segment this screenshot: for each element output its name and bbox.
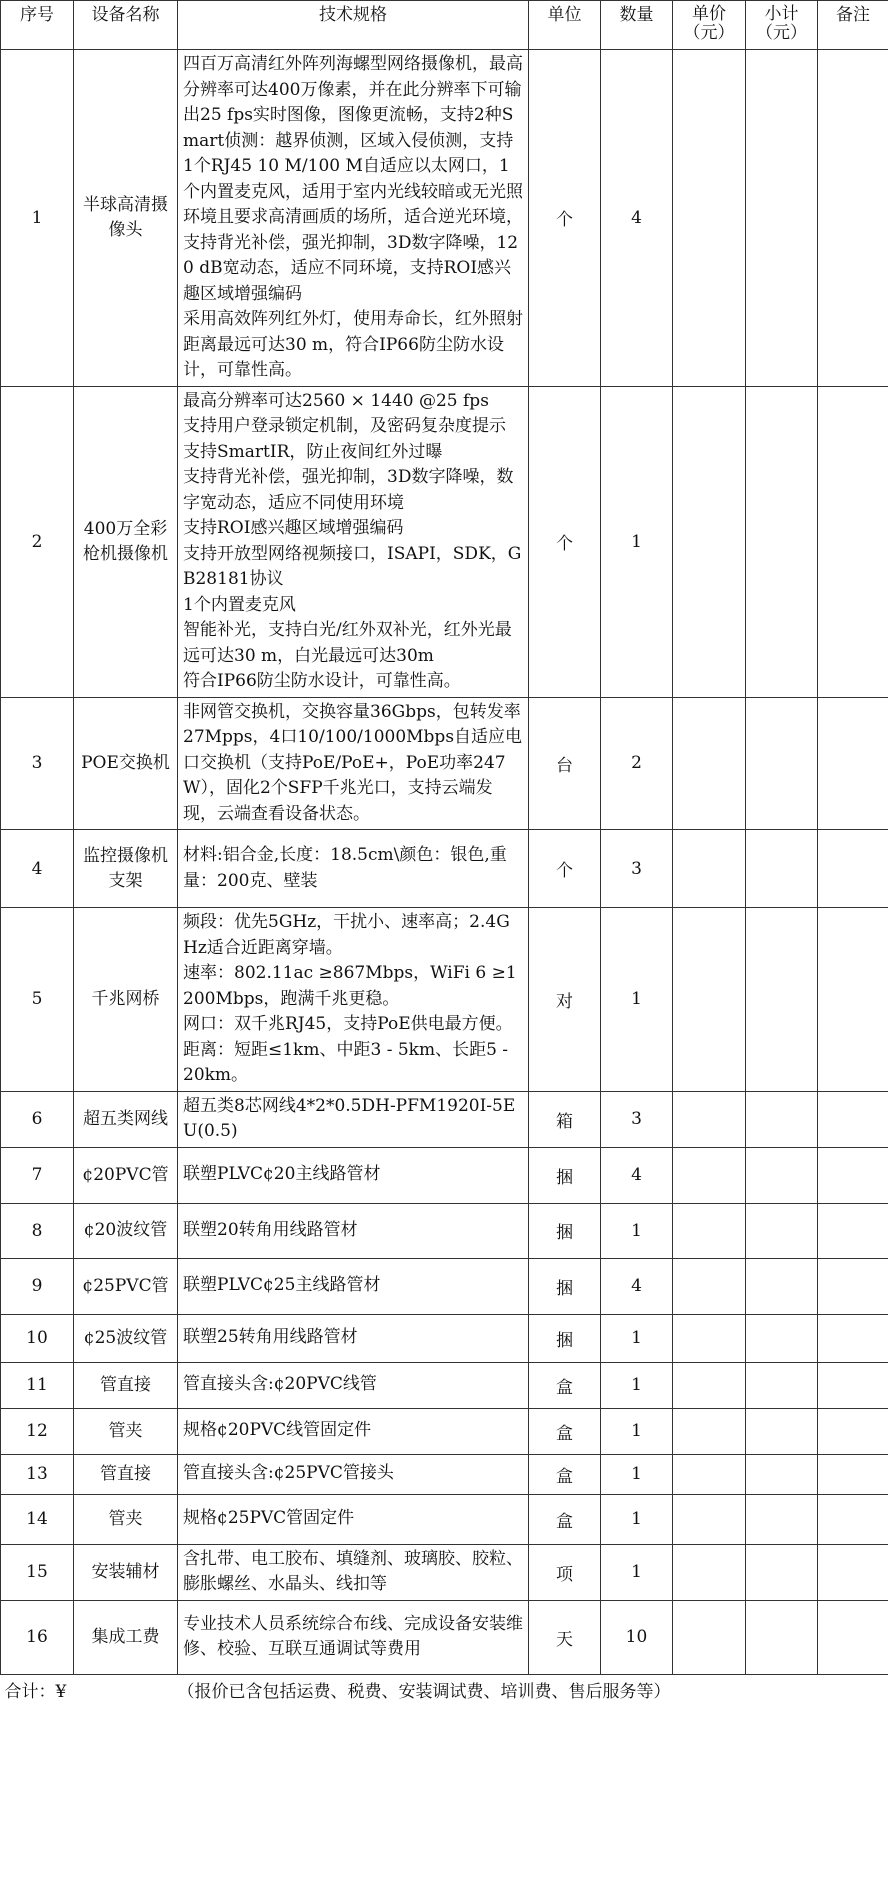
row-remark (818, 1600, 888, 1674)
row-subtotal (746, 1147, 818, 1203)
row-no: 7 (1, 1147, 74, 1203)
row-remark (818, 1314, 888, 1362)
row-name: POE交换机 (74, 697, 178, 830)
row-remark (818, 697, 888, 830)
header-spec: 技术规格 (178, 1, 529, 50)
row-name: ¢20波纹管 (74, 1203, 178, 1258)
row-no: 12 (1, 1408, 74, 1454)
table-row (1, 1454, 888, 1494)
row-qty: 4 (601, 1258, 673, 1314)
table-row (1, 386, 888, 697)
header-remark: 备注 (818, 1, 888, 50)
row-qty: 4 (601, 1147, 673, 1203)
row-qty: 3 (601, 830, 673, 908)
row-name: 千兆网桥 (74, 908, 178, 1092)
row-unit: 台 (529, 697, 601, 830)
row-price (673, 50, 746, 387)
row-remark (818, 1362, 888, 1408)
header-subtotal: 小计 （元） (746, 1, 818, 50)
row-qty: 2 (601, 697, 673, 830)
row-unit: 盒 (529, 1454, 601, 1494)
row-price (673, 1600, 746, 1674)
row-spec: 非网管交换机，交换容量36Gbps，包转发率27Mpps，4口10/100/1000Mbps自适应电口交换机（支持PoE/PoE+，PoE功率247W），固化2个SFP千兆光口，支持云端发现，云端查看设备状态。 (178, 697, 529, 830)
row-price (673, 1314, 746, 1362)
header-row (1, 1, 888, 50)
row-unit: 捆 (529, 1203, 601, 1258)
row-remark (818, 908, 888, 1092)
row-spec: 专业技术人员系统综合布线、完成设备安装维修、校验、互联互通调试等费用 (178, 1600, 529, 1674)
table-row (1, 1408, 888, 1454)
row-spec: 规格¢20PVC线管固定件 (178, 1408, 529, 1454)
row-spec: 含扎带、电工胶布、填缝剂、玻璃胶、胶粒、膨胀螺丝、水晶头、线扣等 (178, 1544, 529, 1600)
row-unit: 盒 (529, 1494, 601, 1544)
row-remark (818, 1494, 888, 1544)
row-price (673, 386, 746, 697)
row-no: 5 (1, 908, 74, 1092)
row-unit: 盒 (529, 1362, 601, 1408)
row-qty: 1 (601, 386, 673, 697)
row-spec: 管直接头含:¢20PVC线管 (178, 1362, 529, 1408)
row-name: 超五类网线 (74, 1091, 178, 1147)
row-name: ¢25PVC管 (74, 1258, 178, 1314)
row-subtotal (746, 1544, 818, 1600)
row-unit: 捆 (529, 1314, 601, 1362)
row-name: 半球高清摄像头 (74, 50, 178, 387)
table-row (1, 50, 888, 387)
row-subtotal (746, 50, 818, 387)
row-qty: 1 (601, 1494, 673, 1544)
row-subtotal (746, 697, 818, 830)
row-subtotal (746, 830, 818, 908)
row-remark (818, 1258, 888, 1314)
table-row (1, 1600, 888, 1674)
row-name: 400万全彩枪机摄像机 (74, 386, 178, 697)
row-unit: 项 (529, 1544, 601, 1600)
row-remark (818, 386, 888, 697)
row-name: 集成工费 (74, 1600, 178, 1674)
row-unit: 个 (529, 386, 601, 697)
row-remark (818, 830, 888, 908)
row-unit: 个 (529, 830, 601, 908)
row-price (673, 1258, 746, 1314)
row-qty: 1 (601, 1203, 673, 1258)
row-no: 11 (1, 1362, 74, 1408)
header-name: 设备名称 (74, 1, 178, 50)
row-qty: 3 (601, 1091, 673, 1147)
footer-row (1, 1674, 888, 1705)
row-subtotal (746, 1203, 818, 1258)
table-row (1, 1544, 888, 1600)
row-qty: 4 (601, 50, 673, 387)
row-spec: 材料:铝合金,长度：18.5cm\颜色：银色,重量：200克、壁装 (178, 830, 529, 908)
table-row (1, 697, 888, 830)
row-no: 15 (1, 1544, 74, 1600)
row-name: 管夹 (74, 1494, 178, 1544)
row-unit: 箱 (529, 1091, 601, 1147)
row-unit: 个 (529, 50, 601, 387)
table-row (1, 1494, 888, 1544)
row-name: 监控摄像机支架 (74, 830, 178, 908)
row-spec: 联塑PLVC¢25主线路管材 (178, 1258, 529, 1314)
row-unit: 天 (529, 1600, 601, 1674)
row-subtotal (746, 1454, 818, 1494)
table-row (1, 1147, 888, 1203)
row-no: 2 (1, 386, 74, 697)
row-no: 16 (1, 1600, 74, 1674)
row-no: 1 (1, 50, 74, 387)
row-subtotal (746, 1600, 818, 1674)
row-subtotal (746, 1091, 818, 1147)
row-unit: 捆 (529, 1147, 601, 1203)
row-subtotal (746, 1258, 818, 1314)
row-spec: 管直接头含:¢25PVC管接头 (178, 1454, 529, 1494)
header-no: 序号 (1, 1, 74, 50)
row-price (673, 908, 746, 1092)
row-qty: 1 (601, 1314, 673, 1362)
row-spec: 超五类8芯网线4*2*0.5DH-PFM1920I-5EU(0.5) (178, 1091, 529, 1147)
row-spec: 规格¢25PVC管固定件 (178, 1494, 529, 1544)
row-qty: 10 (601, 1600, 673, 1674)
row-qty: 1 (601, 1408, 673, 1454)
row-no: 6 (1, 1091, 74, 1147)
row-qty: 1 (601, 1362, 673, 1408)
row-spec: 联塑25转角用线路管材 (178, 1314, 529, 1362)
row-no: 10 (1, 1314, 74, 1362)
row-qty: 1 (601, 908, 673, 1092)
row-remark (818, 1203, 888, 1258)
row-remark (818, 1147, 888, 1203)
row-no: 3 (1, 697, 74, 830)
row-name: 管直接 (74, 1454, 178, 1494)
row-subtotal (746, 908, 818, 1092)
table-row (1, 908, 888, 1092)
row-unit: 对 (529, 908, 601, 1092)
row-price (673, 1454, 746, 1494)
row-price (673, 1408, 746, 1454)
row-subtotal (746, 1408, 818, 1454)
row-remark (818, 50, 888, 387)
row-remark (818, 1454, 888, 1494)
row-price (673, 1091, 746, 1147)
row-price (673, 1362, 746, 1408)
total-label: 合计：¥ (1, 1674, 178, 1705)
row-no: 13 (1, 1454, 74, 1494)
row-spec: 四百万高清红外阵列海螺型网络摄像机，最高分辨率可达400万像素，并在此分辨率下可输出25 fps实时图像，图像更流畅，支持2种Smart侦测：越界侦测，区域入侵侦测，支持1个RJ45 10 M/100 M自适应以太网口，1个内置麦克风，适用于室内光线较暗或无光照环境且要求高清画质的场所，适合逆光环境，支持背光补偿，强光抑制，3D数字降噪，120 dB宽动态，适应不同环境，支持ROI感兴趣区域增强编码 采用高效阵列红外灯，使用寿命长，红外照射距离最远可达30 m，符合IP66防尘防水设计，可靠性高。 (178, 50, 529, 387)
header-price: 单价 （元） (673, 1, 746, 50)
row-name: 管夹 (74, 1408, 178, 1454)
row-subtotal (746, 386, 818, 697)
row-spec: 频段：优先5GHz，干扰小、速率高；2.4GHz适合近距离穿墙。 速率：802.11ac ≥867Mbps，WiFi 6 ≥1200Mbps，跑满千兆更稳。 网口：双千兆RJ45，支持PoE供电最方便。 距离：短距≤1km、中距3 - 5km、长距5 - 20km。 (178, 908, 529, 1092)
table-row (1, 1314, 888, 1362)
table-row (1, 1091, 888, 1147)
row-remark (818, 1408, 888, 1454)
table-row (1, 1362, 888, 1408)
row-qty: 1 (601, 1544, 673, 1600)
row-price (673, 1544, 746, 1600)
table-row (1, 1258, 888, 1314)
row-name: ¢20PVC管 (74, 1147, 178, 1203)
row-price (673, 1147, 746, 1203)
row-name: ¢25波纹管 (74, 1314, 178, 1362)
row-no: 14 (1, 1494, 74, 1544)
row-price (673, 697, 746, 830)
row-spec: 联塑PLVC¢20主线路管材 (178, 1147, 529, 1203)
row-unit: 捆 (529, 1258, 601, 1314)
header-unit: 单位 (529, 1, 601, 50)
row-qty: 1 (601, 1454, 673, 1494)
row-remark (818, 1544, 888, 1600)
row-subtotal (746, 1314, 818, 1362)
row-spec: 联塑20转角用线路管材 (178, 1203, 529, 1258)
row-price (673, 830, 746, 908)
header-qty: 数量 (601, 1, 673, 50)
row-name: 管直接 (74, 1362, 178, 1408)
row-no: 8 (1, 1203, 74, 1258)
footer-note: （报价已含包括运费、税费、安装调试费、培训费、售后服务等） (178, 1674, 888, 1705)
row-name: 安装辅材 (74, 1544, 178, 1600)
row-subtotal (746, 1362, 818, 1408)
row-unit: 盒 (529, 1408, 601, 1454)
row-remark (818, 1091, 888, 1147)
table-row (1, 1203, 888, 1258)
row-no: 9 (1, 1258, 74, 1314)
row-price (673, 1494, 746, 1544)
row-no: 4 (1, 830, 74, 908)
table-row (1, 830, 888, 908)
row-subtotal (746, 1494, 818, 1544)
row-price (673, 1203, 746, 1258)
row-spec: 最高分辨率可达2560 × 1440 @25 fps 支持用户登录锁定机制，及密码复杂度提示 支持SmartIR，防止夜间红外过曝 支持背光补偿，强光抑制，3D数字降噪，数字宽动态，适应不同使用环境 支持ROI感兴趣区域增强编码 支持开放型网络视频接口，ISAPI，SDK，GB28181协议 1个内置麦克风 智能补光，支持白光/红外双补光，红外光最远可达30 m，白光最远可达30m 符合IP66防尘防水设计，可靠性高。 (178, 386, 529, 697)
